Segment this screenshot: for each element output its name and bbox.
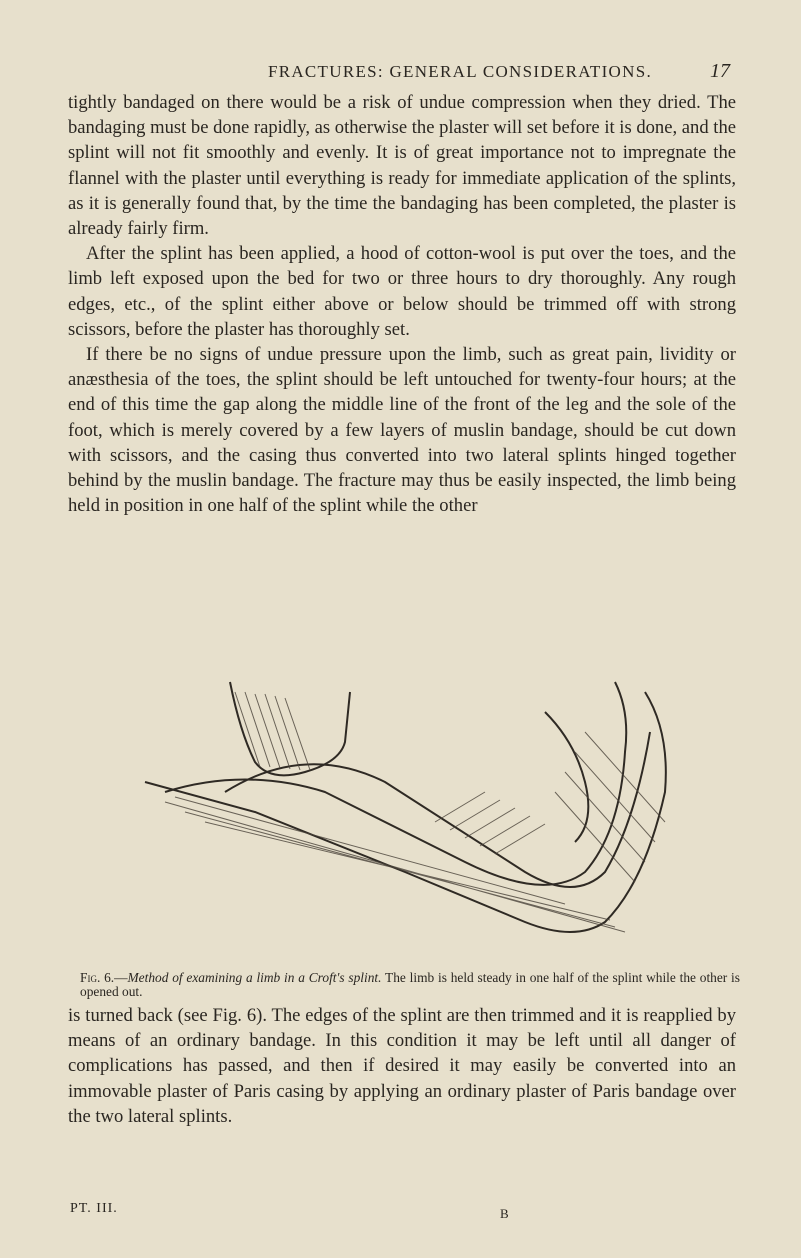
figure-label: Fig. 6. — [80, 970, 115, 985]
signature-mark: B — [500, 1206, 509, 1221]
paragraph: After the splint has been applied, a hood of cotton-wool is put over the toes, and the limb left exposed upon the bed for two or three hours to dry thoroughly. Any rough edges, etc., of the splint either above or below should be trimmed off with strong scissors, before the plaster has thoroughly set. — [68, 243, 736, 340]
paragraph: tightly bandaged on there would be a risk of undue compression when they dried. The bandaging must be done rapidly, as otherwise the plaster will set before it is done, and the splint will not fit smoothly and evenly. It is of great importance not to impregnate the flannel with the plaster until everything is ready for immediate application of the splints, as it is generally found that, by the time the bandaging has been completed, the plaster is already fairly firm. — [68, 92, 736, 240]
splint-half-upper — [225, 732, 650, 887]
figure-caption-text: The limb is held steady in one half of the splint while the other is opened out. — [80, 970, 740, 999]
figure-illustration — [105, 672, 685, 968]
limb-outline — [165, 682, 626, 885]
figure-caption: Fig. 6.—Method of examining a limb in a Croft's splint. The limb is held steady in one half of the splint while the other is opened out. — [80, 970, 740, 999]
paragraph: is turned back (see Fig. 6). The edges of the splint are then trimmed and it is reapplied by means of an ordinary bandage. In this condition it may be left until all danger of complications has passed, and then if desired it may easily be converted into an immovable plaster of Paris casing by applying an ordinary plaster of Paris bandage over the two lateral splints. — [68, 1005, 736, 1127]
part-marker: PT. III. — [70, 1201, 118, 1216]
paragraph: If there be no signs of undue pressure upon the limb, such as great pain, lividity or anæsthesia of the toes, the splint should be left untouched for twenty-four hours; at the end of this time the gap along the middle line of the front of the leg and the sole of the foot, which is merely covered by a few layers of muslin bandage, should be cut down with scissors, and the casing thus converted into two lateral splints hinged together behind by the muslin bandage. The fracture may thus be easily inspected, the limb being held in position in one half of the splint while the other — [68, 344, 736, 517]
hand-left — [230, 682, 350, 775]
running-header: FRACTURES: GENERAL CONSIDERATIONS. — [267, 62, 653, 81]
body-text-bottom — [68, 1003, 736, 1129]
figure-title: Method of examining a limb in a Croft's splint. — [127, 970, 382, 985]
page-number: 17 — [710, 60, 730, 82]
body-text-top — [68, 90, 736, 518]
